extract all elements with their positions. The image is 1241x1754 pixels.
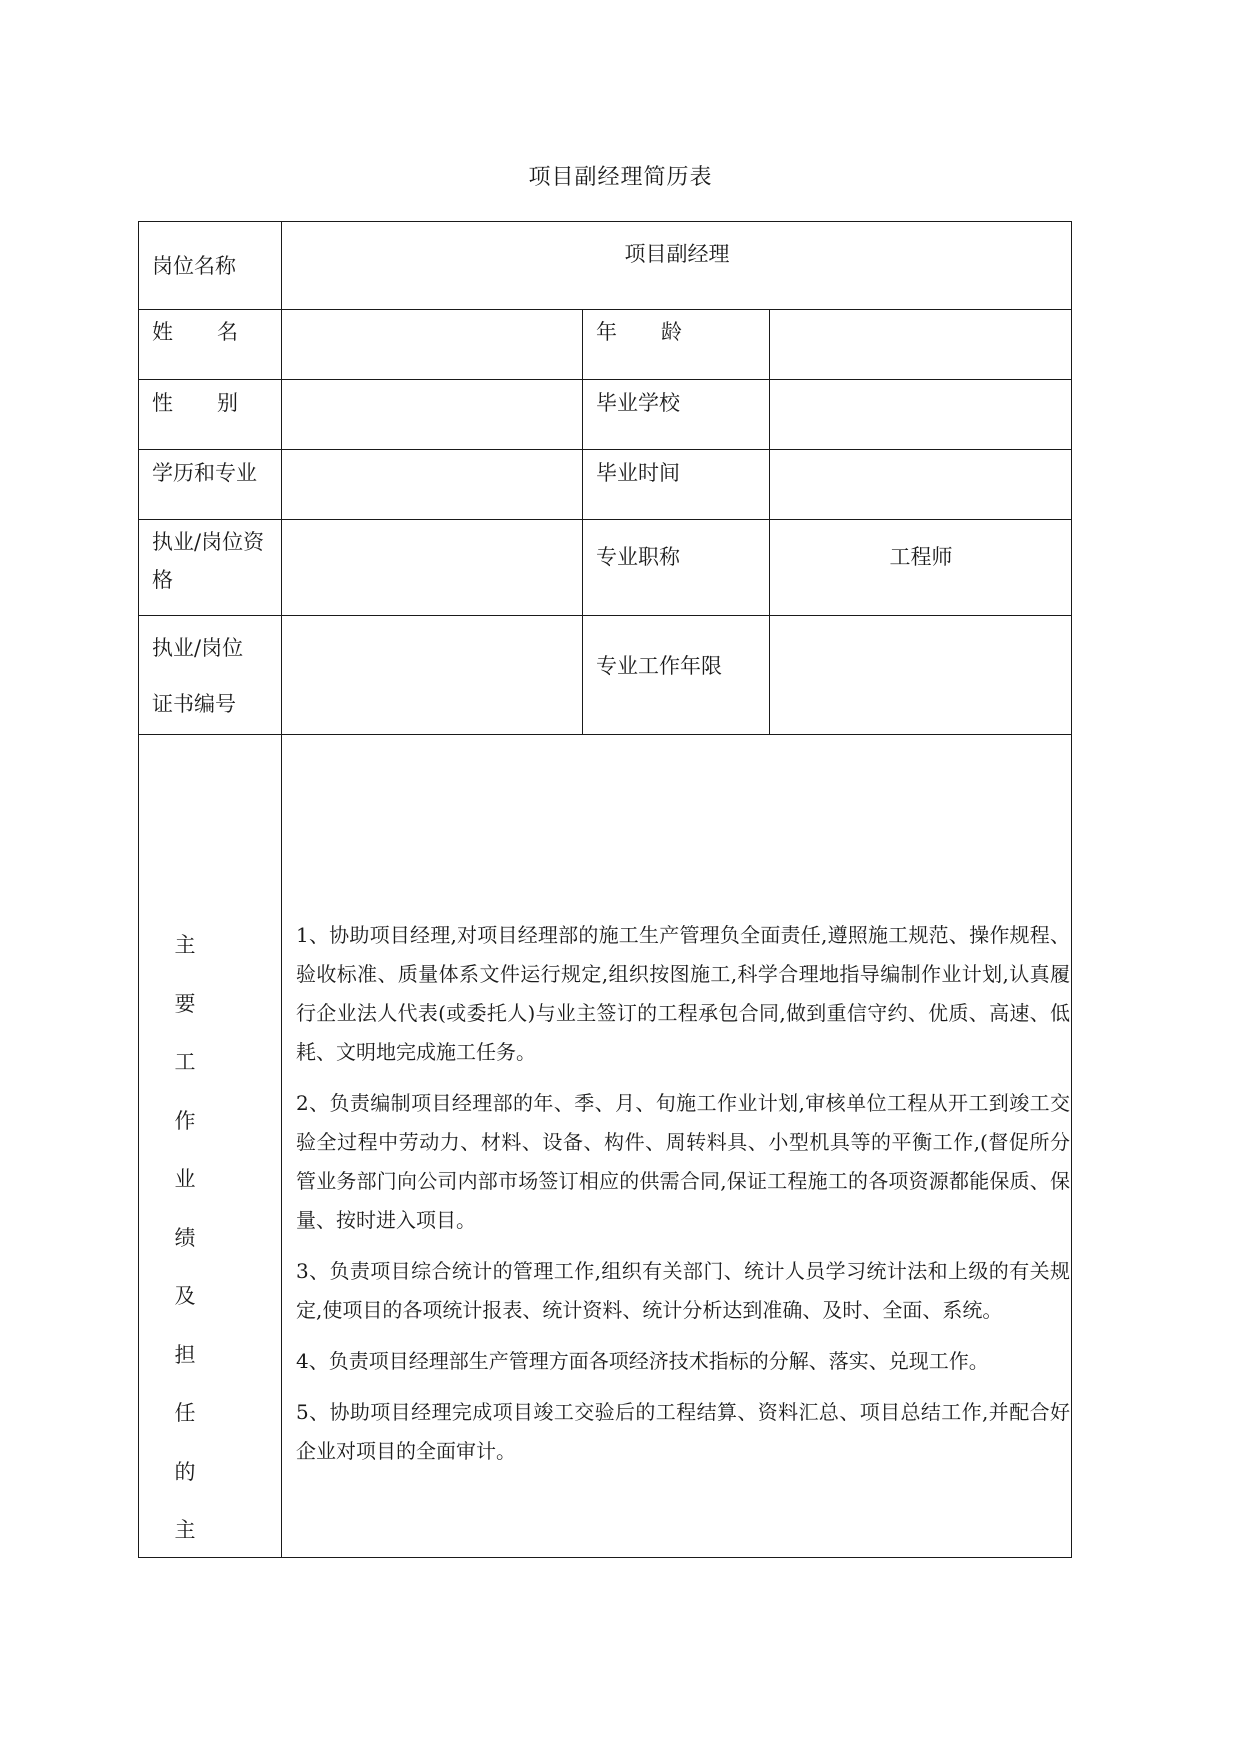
duty-item: 1、协助项目经理,对项目经理部的施工生产管理负全面责任,遵照施工规范、操作规程、验收标准、质量体系文件运行规定,组织按图施工,科学合理地指导编制作业计划,认真履行企业法人代表(或委托人)与业主签订的工程承包合同,做到重信守约、优质、高速、低耗、文明地完成施工任务。: [296, 923, 1070, 1064]
duty-item: 5、协助项目经理完成项目竣工交验后的工程结算、资料汇总、项目总结工作,并配合好企业对项目的全面审计。: [296, 1400, 1070, 1463]
duties-label-char: 要: [174, 991, 196, 1016]
duties-label-char: 及: [174, 1284, 196, 1308]
age-label: [596, 317, 682, 347]
duties-label-char: 业: [174, 1167, 196, 1191]
duties-label-char: 作: [174, 1108, 196, 1133]
grad-time-label: 毕业时间: [596, 461, 680, 485]
title-value: 工程师: [889, 545, 953, 569]
duties-list: [296, 916, 1070, 1483]
column-divider: [582, 309, 583, 734]
row-divider: [138, 379, 1072, 380]
page-title: 项目副经理简历表: [528, 165, 713, 190]
cert-label: [152, 620, 280, 732]
row-divider: [138, 734, 1072, 735]
duties-label-char: 任: [174, 1401, 196, 1425]
age-label-char: 龄: [661, 320, 682, 344]
gender-label: [152, 388, 238, 418]
name-label: [152, 317, 238, 347]
duties-label-char: 绩: [174, 1225, 196, 1250]
duties-label-char: 主: [174, 933, 196, 957]
gender-label-char: 别: [217, 391, 238, 415]
duties-label-char: 工: [174, 1050, 196, 1074]
cert-label-line: 执业/岗位: [152, 636, 244, 660]
row-divider: [138, 449, 1072, 450]
duties-label-char: 的: [174, 1459, 196, 1484]
school-label: 毕业学校: [596, 391, 680, 415]
education-label: 学历和专业: [152, 461, 257, 485]
duties-label: [140, 916, 230, 1560]
name-label-char: 名: [217, 320, 238, 344]
qualification-label-line: 执业/岗位资: [152, 530, 265, 554]
name-label-char: 姓: [152, 320, 173, 344]
title-label: 专业职称: [596, 545, 680, 569]
row-divider: [138, 615, 1072, 616]
qualification-label-line: 格: [152, 568, 173, 592]
column-divider: [769, 309, 770, 734]
row-divider: [138, 309, 1072, 310]
years-label: 专业工作年限: [596, 654, 722, 678]
duties-label-char: 担: [174, 1342, 196, 1367]
position-value: 项目副经理: [624, 242, 730, 266]
duties-label-char: 主: [174, 1518, 196, 1542]
row-divider: [138, 519, 1072, 520]
duty-item: 4、负责项目经理部生产管理方面各项经济技术指标的分解、落实、兑现工作。: [296, 1349, 989, 1373]
gender-label-char: 性: [152, 391, 173, 415]
cert-label-line: 证书编号: [152, 692, 236, 716]
qualification-label: [152, 523, 280, 599]
duty-item: 3、负责项目综合统计的管理工作,组织有关部门、统计人员学习统计法和上级的有关规定,使项目的各项统计报表、统计资料、统计分析达到准确、及时、全面、系统。: [296, 1259, 1070, 1322]
column-divider: [281, 221, 282, 1558]
position-label: 岗位名称: [152, 254, 236, 278]
age-label-char: 年: [596, 320, 617, 344]
duty-item: 2、负责编制项目经理部的年、季、月、旬施工作业计划,审核单位工程从开工到竣工交验全过程中劳动力、材料、设备、构件、周转料具、小型机具等的平衡工作,(督促所分管业务部门向公司内部市场签订相应的供需合同,保证工程施工的各项资源都能保质、保量、按时进入项目。: [296, 1091, 1070, 1232]
